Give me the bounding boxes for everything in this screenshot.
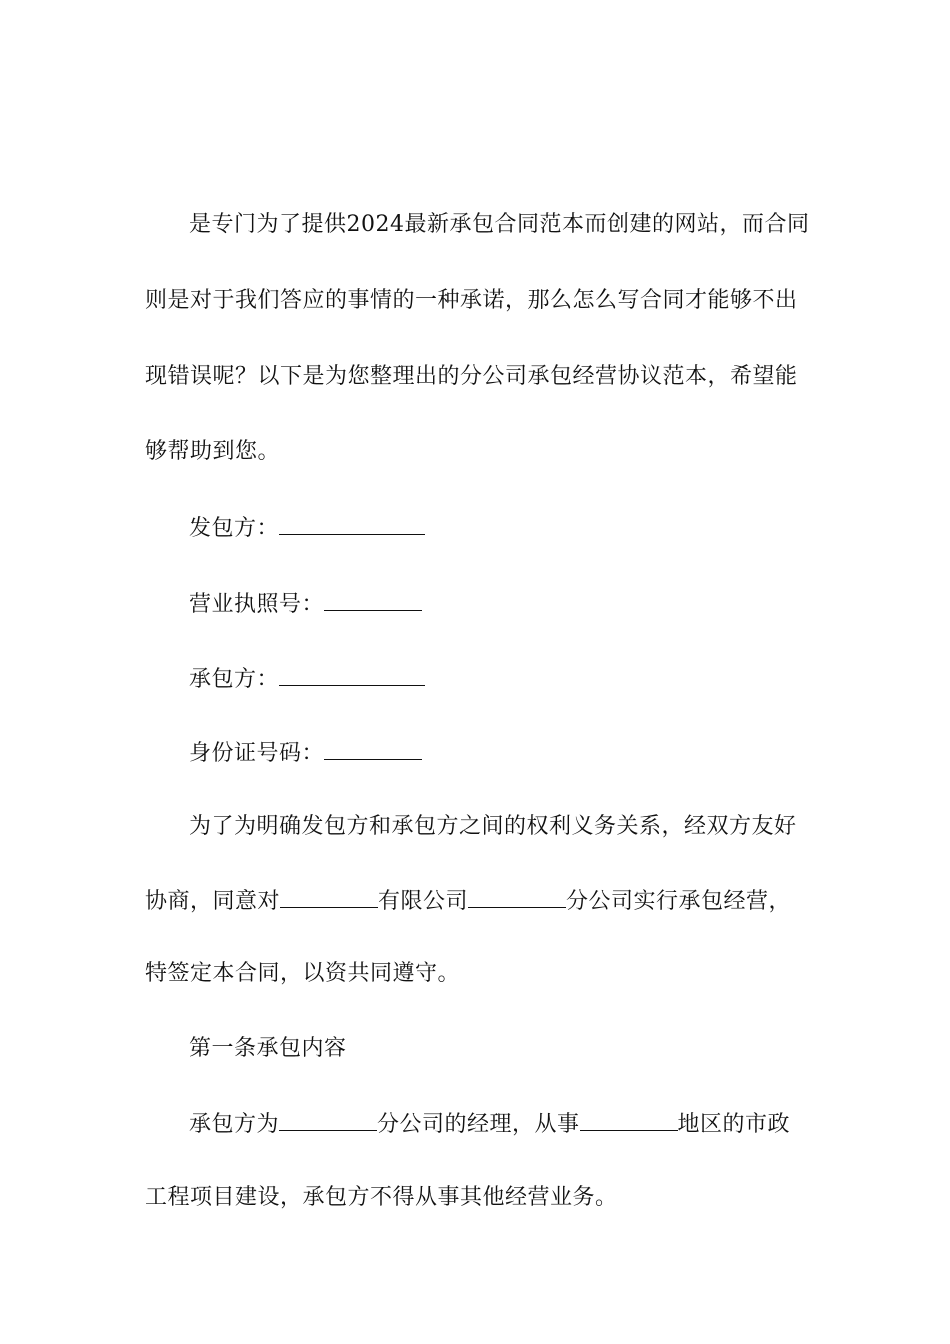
party-b-blank[interactable]: [279, 663, 425, 686]
id-label: 身份证号码：: [189, 741, 325, 766]
party-b-label: 承包方：: [189, 667, 280, 692]
intro-line-3: 现错误呢？以下是为您整理出的分公司承包经营协议范本，希望能: [145, 364, 798, 389]
article-1-title: 第一条承包内容: [189, 1036, 347, 1061]
intro-line-4: 够帮助到您。: [145, 439, 281, 464]
branch-name-blank[interactable]: [279, 1108, 377, 1131]
party-a-blank[interactable]: [279, 512, 425, 535]
preamble-line-1: 为了为明确发包方和承包方之间的权利义务关系，经双方友好: [189, 814, 797, 839]
article-1-line-2: 工程项目建设，承包方不得从事其他经营业务。: [145, 1185, 618, 1210]
preamble-text-a: 协商，同意对: [145, 889, 281, 914]
license-label: 营业执照号：: [189, 592, 325, 617]
license-field: [189, 588, 422, 620]
article-1-line-1: [189, 1108, 790, 1140]
preamble-line-2: [145, 885, 791, 917]
company-blank[interactable]: [280, 885, 378, 908]
region-blank[interactable]: [580, 1108, 678, 1131]
party-b-field: [189, 663, 425, 695]
party-a-field: [189, 512, 425, 544]
article-1-text-b: 分公司的经理，从事: [377, 1112, 580, 1137]
preamble-text-c: 分公司实行承包经营，: [566, 889, 792, 914]
branch-blank[interactable]: [468, 885, 566, 908]
intro-line-1: 是专门为了提供2024最新承包合同范本而创建的网站，而合同: [189, 212, 810, 237]
preamble-text-b: 有限公司: [378, 889, 469, 914]
preamble-line-3: 特签定本合同，以资共同遵守。: [145, 961, 461, 986]
id-blank[interactable]: [324, 737, 422, 760]
intro-line-2: 则是对于我们答应的事情的一种承诺，那么怎么写合同才能够不出: [145, 288, 798, 313]
license-blank[interactable]: [324, 588, 422, 611]
article-1-text-a: 承包方为: [189, 1112, 280, 1137]
party-a-label: 发包方：: [189, 516, 280, 541]
article-1-text-c: 地区的市政: [677, 1112, 791, 1137]
id-field: [189, 737, 422, 769]
